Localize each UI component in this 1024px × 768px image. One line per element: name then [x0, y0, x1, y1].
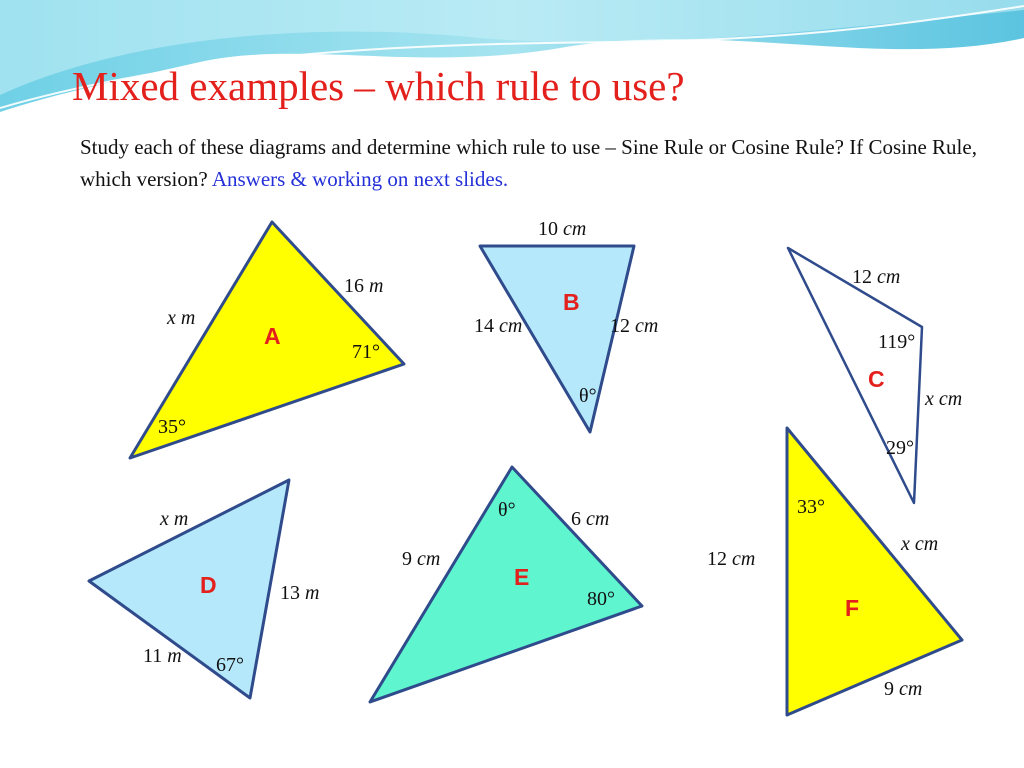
triangle-b-shape: [480, 246, 634, 432]
triangle-f-shape: [787, 428, 962, 715]
triangle-b-letter: B: [563, 289, 580, 315]
triangle-d-side-x: x m: [160, 508, 189, 530]
triangle-a-side-x: x m: [167, 307, 196, 329]
triangle-e-side-6: 6 cm: [571, 508, 610, 530]
triangle-e-angle-theta: θ°: [498, 499, 516, 521]
triangle-c-angle-119: 119°: [878, 331, 916, 353]
triangle-d: [89, 480, 319, 698]
page-title: Mixed examples – which rule to use?: [72, 63, 685, 109]
triangle-d-side-13: 13 m: [280, 582, 320, 604]
triangle-f-side-12: 12 cm: [707, 548, 756, 570]
triangle-b-side-right: 12 cm: [610, 315, 659, 337]
triangle-b-side-top: 10 cm: [538, 218, 587, 240]
triangle-a: [130, 222, 404, 458]
triangle-d-shape: [89, 480, 289, 698]
triangle-c-letter: C: [868, 366, 885, 392]
triangle-c-side-12: 12 cm: [852, 266, 901, 288]
triangle-b-side-left: 14 cm: [474, 315, 523, 337]
triangle-f-side-9: 9 cm: [884, 678, 923, 700]
triangle-e: [370, 467, 642, 702]
triangle-f-angle-33: 33°: [797, 496, 825, 518]
triangle-a-angle-35: 35°: [158, 416, 186, 438]
triangle-f-side-x: x cm: [901, 533, 939, 555]
triangle-c-angle-29: 29°: [886, 437, 914, 459]
triangle-d-side-11: 11 m: [143, 645, 182, 667]
triangle-b-angle-theta: θ°: [579, 385, 597, 407]
triangle-e-side-9: 9 cm: [402, 548, 441, 570]
triangle-d-letter: D: [200, 572, 217, 598]
answers-link[interactable]: Answers & working on next slides.: [211, 167, 509, 191]
triangle-e-letter: E: [514, 564, 530, 590]
triangle-b: [474, 218, 658, 432]
triangle-e-angle-80: 80°: [587, 588, 615, 610]
triangle-a-side-16: 16 m: [344, 275, 384, 297]
triangle-d-angle-67: 67°: [216, 654, 244, 676]
triangle-a-letter: A: [264, 323, 281, 349]
triangle-f: [707, 428, 962, 715]
intro-text: Study each of these diagrams and determine which rule to use – Sine Rule or Cosine Rule? If Cosine Rule, which version?: [80, 135, 977, 191]
triangle-f-letter: F: [845, 595, 860, 621]
triangle-c-side-x: x cm: [925, 388, 963, 410]
triangle-a-angle-71: 71°: [352, 341, 380, 363]
